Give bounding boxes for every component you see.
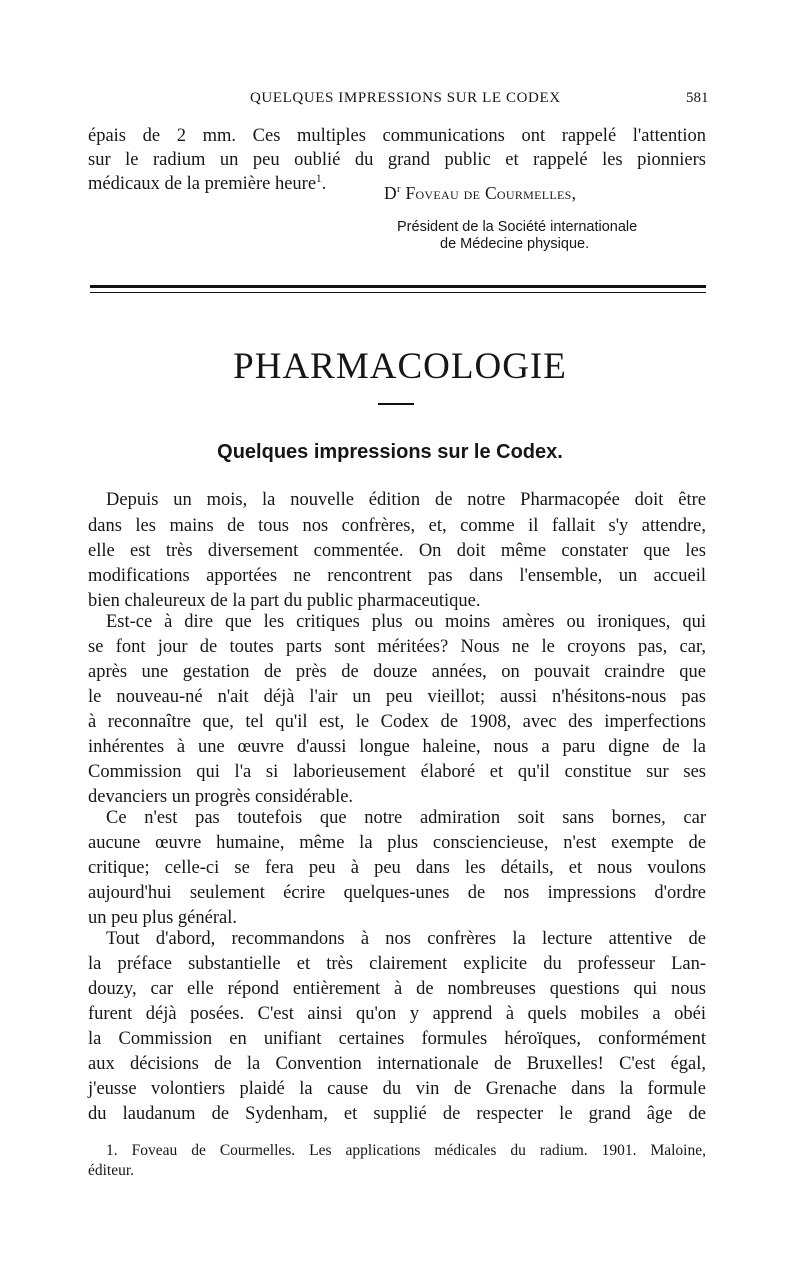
author-title: $D^r$ <box>384 183 401 203</box>
text-line: douzy, car elle répond entièrement à de nombreuses questions qui nous <box>88 979 706 999</box>
text-line: Est-ce à dire que les critiques plus ou moins amères ou ironiques, qui <box>106 612 706 632</box>
author-signature <box>384 183 576 204</box>
text-line <box>88 172 326 196</box>
title-divider <box>378 403 414 405</box>
text-line: épais de 2 mm. Ces multiples communications ont rappelé l'attention <box>88 126 706 146</box>
text-line: se font jour de toutes parts sont méritées? Nous ne le croyons pas, car, <box>88 637 706 657</box>
period: . <box>321 174 327 194</box>
footnote-line: éditeur. <box>88 1162 135 1179</box>
text-line: la préface substantielle et très clairement explicite du professeur Lan- <box>88 954 706 974</box>
text-line: à reconnaître que, tel qu'il est, le Codex de 1908, avec des imperfections <box>88 712 706 732</box>
text-line: du laudanum de Sydenham, et supplié de respecter le grand âge de <box>88 1104 706 1124</box>
page-number: 581 <box>686 90 709 106</box>
text-line: après une gestation de près de douze années, on pouvait craindre que <box>88 662 706 682</box>
author-name-part2: Courmelles, <box>484 183 577 203</box>
text-line: Tout d'abord, recommandons à nos confrères la lecture attentive de <box>106 929 706 949</box>
text-line: critique; celle-ci se fera peu à peu dans les détails, et nous voulons <box>88 858 706 878</box>
text-line: furent déjà posées. C'est ainsi qu'on y apprend à quels mobiles a obéi <box>88 1004 706 1024</box>
footnote-marker: 1 <box>316 172 322 185</box>
text-line: aux décisions de la Convention internationale de Bruxelles! C'est égal, <box>88 1054 706 1074</box>
text-line: aucune œuvre humaine, même la plus consciencieuse, n'est exempte de <box>88 833 706 853</box>
author-affiliation-1: Président de la Société internationale <box>397 219 638 235</box>
text-line: Commission qui l'a si laborieusement élaboré et qu'il constitue sur ses <box>88 762 706 782</box>
text-line: la Commission en unifiant certaines formules héroïques, conformément <box>88 1029 706 1049</box>
running-head: QUELQUES IMPRESSIONS SUR LE CODEX <box>250 90 561 106</box>
text-line: le nouveau-né n'ait déjà l'air un peu vieillot; aussi n'hésitons-nous pas <box>88 687 706 707</box>
text-line: aujourd'hui seulement écrire quelques-unes de nos impressions d'ordre <box>88 883 706 903</box>
separator-rule-thin <box>90 292 706 293</box>
author-affiliation-2: de Médecine physique. <box>440 236 590 252</box>
text-line: Depuis un mois, la nouvelle édition de notre Pharmacopée doit être <box>106 490 706 510</box>
text-line: Ce n'est pas toutefois que notre admiration soit sans bornes, car <box>106 808 706 828</box>
text-line: j'eusse volontiers plaidé la cause du vin de Grenache dans la formule <box>88 1079 706 1099</box>
article-title: Quelques impressions sur le Codex. <box>217 441 563 463</box>
text-line: bien chaleureux de la part du public pharmaceutique. <box>88 591 481 611</box>
author-title-superscript: r <box>396 184 401 196</box>
text-line: elle est très diversement commentée. On doit même constater que les <box>88 541 706 561</box>
text-line: un peu plus général. <box>88 908 237 928</box>
author-name-part1: Foveau de <box>405 183 481 203</box>
text-line: sur le radium un peu oublié du grand public et rappelé les pionniers <box>88 150 706 170</box>
text-line: modifications apportées ne rencontrent pas dans l'ensemble, un accueil <box>88 566 706 586</box>
text-line: devanciers un progrès considérable. <box>88 787 354 807</box>
text-line: inhérentes à une œuvre d'aussi longue haleine, nous a paru digne de la <box>88 737 706 757</box>
text-line-content: médicaux de la première heure <box>88 174 317 194</box>
section-title: PHARMACOLOGIE <box>233 346 567 387</box>
text-line: dans les mains de tous nos confrères, et, comme il fallait s'y attendre, <box>88 516 706 536</box>
separator-rule-thick <box>90 285 706 288</box>
footnote-line: 1. Foveau de Courmelles. Les applications médicales du radium. 1901. Maloine, <box>106 1142 706 1159</box>
